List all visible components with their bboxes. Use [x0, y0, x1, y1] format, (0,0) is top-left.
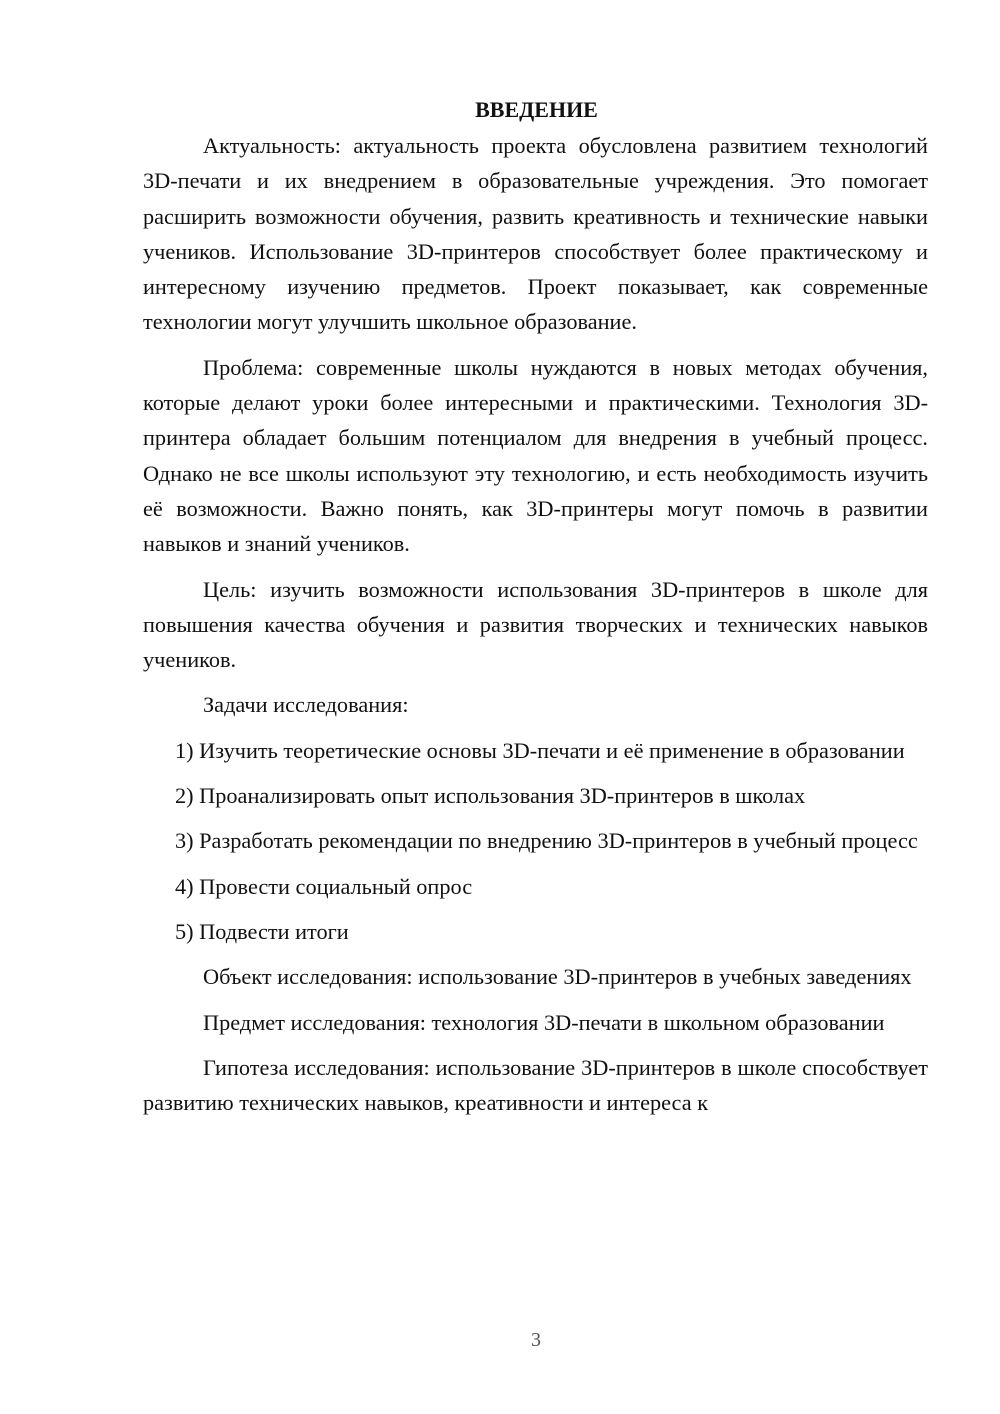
relevance-paragraph: Актуальность: актуальность проекта обусловлена развитием технологий 3D-печати и их внедрением в образовательные учреждения. Это помогает расширить возможности обучения, развить креативность и технические навыки учеников. Использование 3D-принтеров способствует более практическому и интересному изучению предметов. Проект показывает, как современные технологии могут улучшить школьное образование. [143, 133, 928, 335]
section-heading: ВВЕДЕНИЕ [475, 97, 598, 122]
task-item-1: 1) Изучить теоретические основы 3D-печати и её применение в образовании [175, 737, 905, 763]
goal-paragraph: Цель: изучить возможности использования 3D-принтеров в школе для повышения качества обучения и развития творческих и технических навыков учеников. [143, 576, 928, 673]
task-item-2: 2) Проанализировать опыт использования 3D-принтеров в школах [175, 783, 806, 809]
task-item-3: 3) Разработать рекомендации по внедрению 3D-принтеров в учебный процесс [175, 828, 918, 854]
page-number: 3 [531, 1329, 541, 1351]
task-item-4: 4) Провести социальный опрос [175, 873, 473, 899]
document-body [143, 92, 928, 1120]
problem-paragraph: Проблема: современные школы нуждаются в новых методах обучения, которые делают уроки более интересными и практическими. Технология 3D-принтера обладает большим потенциалом для внедрения в учебный процесс. Однако не все школы используют эту технологию, и есть необходимость изучить её возможности. Важно понять, как 3D-принтеры могут помочь в развитии навыков и знаний учеников. [143, 354, 928, 557]
tasks-heading: Задачи исследования: [203, 692, 409, 718]
subject-paragraph: Предмет исследования: технология 3D-печати в школьном образовании [203, 1009, 885, 1035]
task-item-5: 5) Подвести итоги [175, 918, 349, 944]
object-paragraph: Объект исследования: использование 3D-принтеров в учебных заведениях [203, 964, 912, 990]
hypothesis-paragraph: Гипотеза исследования: использование 3D-принтеров в школе способствует развитию технических навыков, креативности и интереса к [143, 1054, 928, 1116]
